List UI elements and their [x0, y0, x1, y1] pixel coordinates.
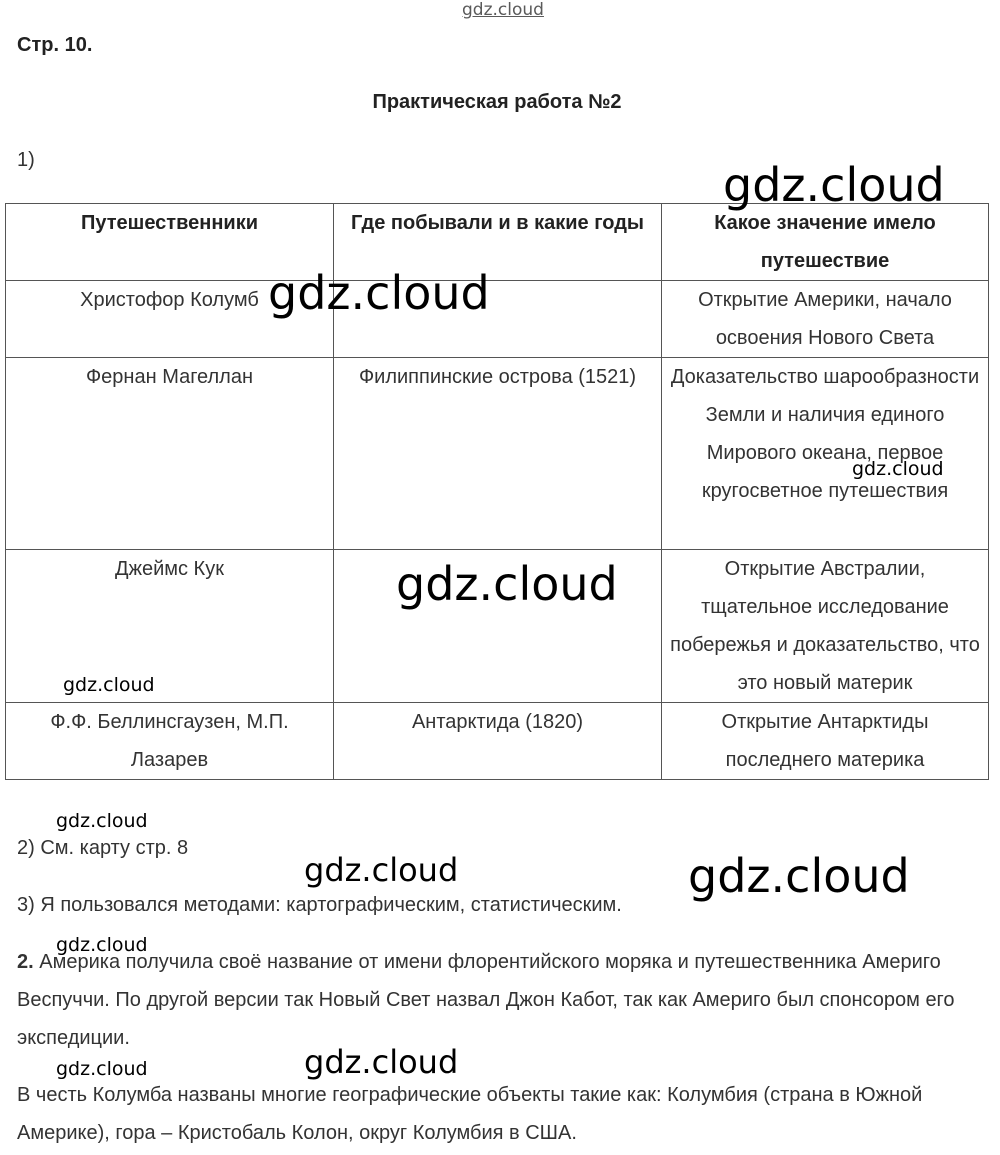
question-2-number: 2. [17, 951, 34, 973]
table-header-row [6, 204, 989, 281]
header-significance: Какое значение имело путешествие [662, 204, 989, 281]
page-title: Практическая работа №2 [372, 91, 622, 113]
page-reference: Стр. 10. [17, 34, 93, 56]
watermark: gdz.cloud [63, 674, 155, 696]
watermark: gdz.cloud [268, 266, 490, 320]
cell-traveler: Христофор Колумб [6, 281, 334, 358]
watermark: gdz.cloud [396, 557, 618, 611]
cell-significance: Открытие Антарктиды последнего материка [662, 703, 989, 780]
table-row [6, 358, 989, 550]
watermark: gdz.cloud [304, 1043, 459, 1081]
question-2-answer-continued: В честь Колумба названы многие географические объекты такие как: Колумбия (страна в Южной Америке), гора – Кристобаль Колон, округ Колумбия в США. [17, 1084, 923, 1144]
watermark: gdz.cloud [852, 458, 944, 480]
watermark: gdz.cloud [56, 810, 148, 832]
cell-significance: Открытие Австралии, тщательное исследование побережья и доказательство, что это новый материк [662, 550, 989, 703]
question-2-answer [17, 943, 957, 1057]
watermark: gdz.cloud [56, 1058, 148, 1080]
answer-2: 2) См. карту стр. 8 [17, 837, 189, 859]
header-places-years: Где побывали и в какие годы [334, 204, 662, 281]
watermark: gdz.cloud [688, 849, 910, 903]
watermark-top: gdz.cloud [462, 0, 544, 20]
table-row [6, 281, 989, 358]
watermark: gdz.cloud [56, 934, 148, 956]
cell-traveler: Фернан Магеллан [6, 358, 334, 550]
header-travelers: Путешественники [6, 204, 334, 281]
cell-places: Антарктида (1820) [334, 703, 662, 780]
question-2-text: Америка получила своё название от имени флорентийского моряка и путешественника Америго Веспуччи. По другой версии так Новый Свет назвал Джон Кабот, так как Америго был спонсором его экспедиции. [17, 951, 955, 1049]
watermark: gdz.cloud [304, 851, 459, 889]
answer-3: 3) Я пользовался методами: картографическим, статистическим. [17, 894, 622, 916]
watermark: gdz.cloud [723, 158, 945, 212]
task-1-label: 1) [17, 149, 35, 171]
cell-significance: Доказательство шарообразности Земли и наличия единого Мирового океана, первое кругосветное путешествия [662, 358, 989, 550]
cell-traveler: Ф.Ф. Беллинсгаузен, М.П. Лазарев [6, 703, 334, 780]
cell-significance: Открытие Америки, начало освоения Нового Света [662, 281, 989, 358]
table-row [6, 703, 989, 780]
cell-places: Филиппинские острова (1521) [334, 358, 662, 550]
cell-traveler: Джеймс Кук [6, 550, 334, 703]
